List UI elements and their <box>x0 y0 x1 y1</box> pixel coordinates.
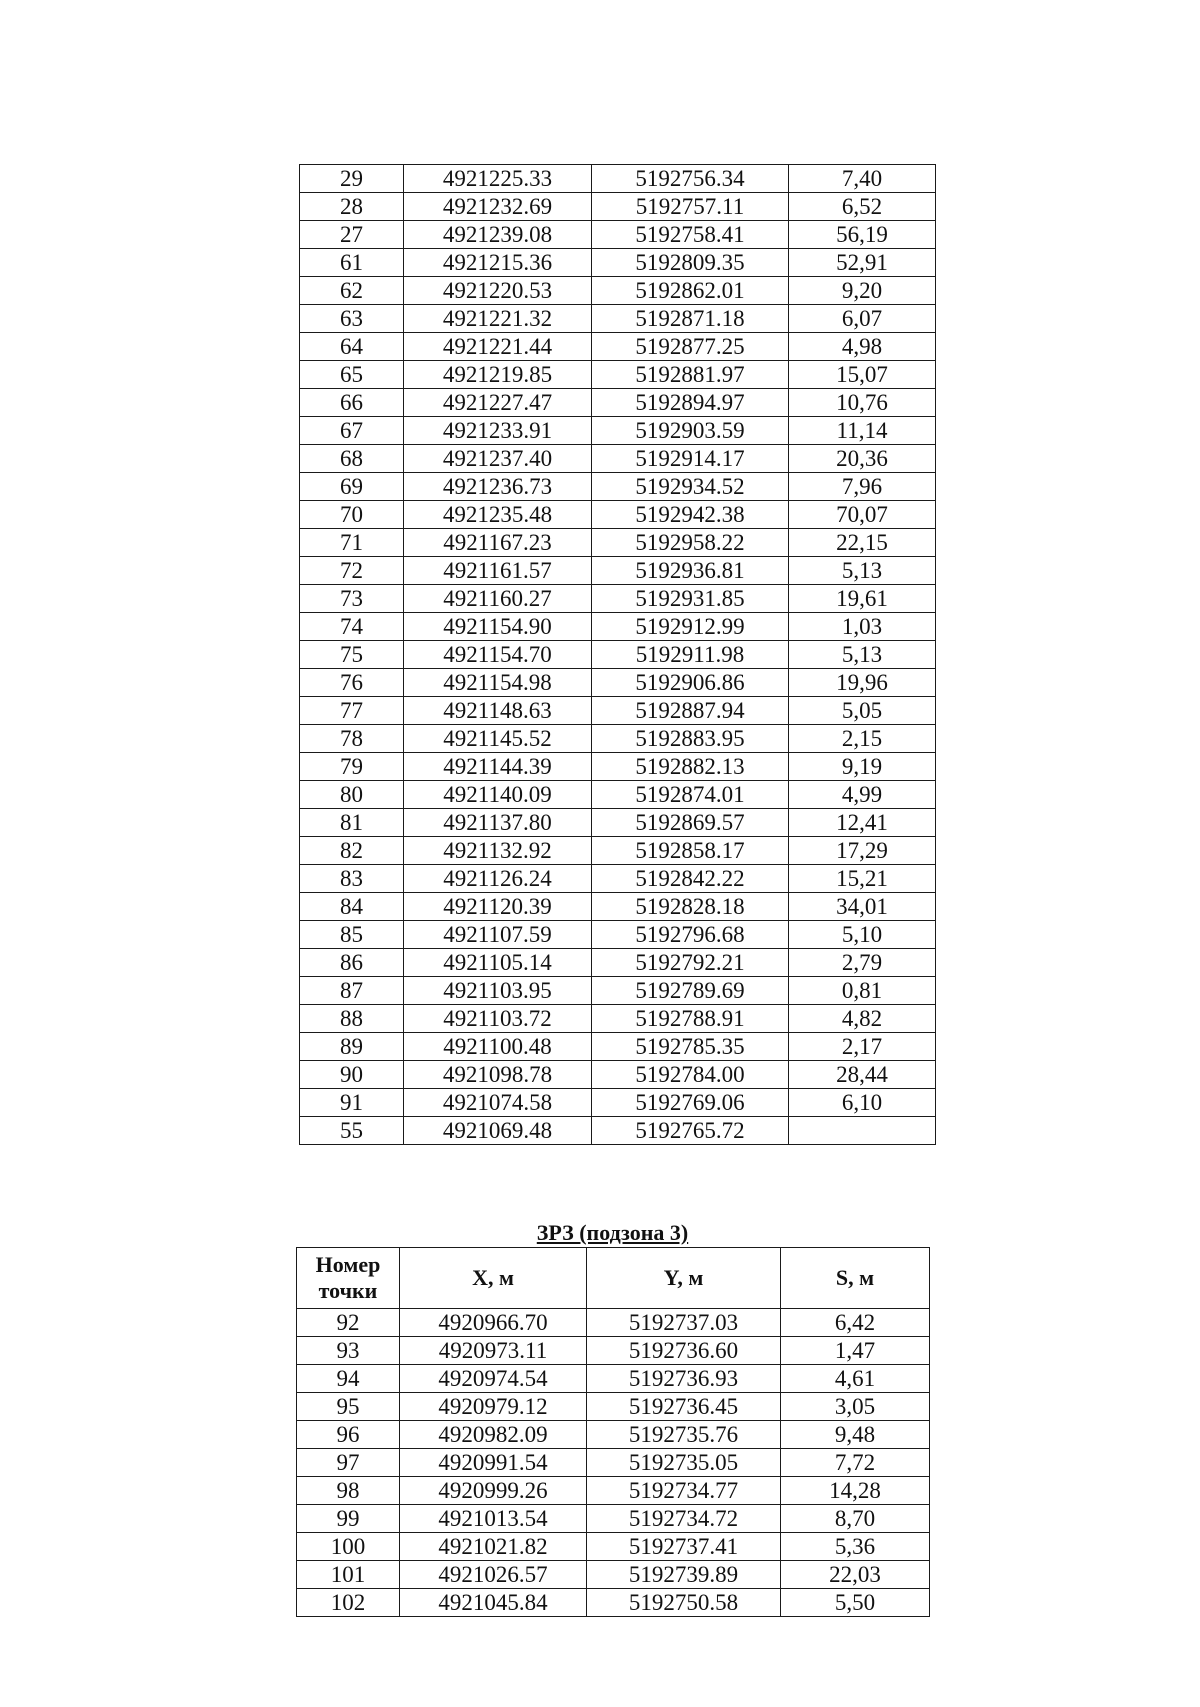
point-number-cell: 98 <box>297 1477 400 1505</box>
point-number-cell: 90 <box>300 1061 404 1089</box>
point-number-cell: 97 <box>297 1449 400 1477</box>
y-coordinate-cell: 5192934.52 <box>592 473 789 501</box>
distance-cell: 2,15 <box>789 725 936 753</box>
y-coordinate-cell: 5192792.21 <box>592 949 789 977</box>
point-number-cell: 65 <box>300 361 404 389</box>
distance-cell: 1,47 <box>781 1337 930 1365</box>
table-row <box>297 1365 930 1393</box>
x-coordinate-cell: 4921103.72 <box>404 1005 592 1033</box>
point-number-cell: 66 <box>300 389 404 417</box>
point-number-cell: 84 <box>300 893 404 921</box>
y-coordinate-cell: 5192758.41 <box>592 221 789 249</box>
y-coordinate-cell: 5192882.13 <box>592 753 789 781</box>
x-coordinate-cell: 4921236.73 <box>404 473 592 501</box>
y-coordinate-cell: 5192736.60 <box>587 1337 781 1365</box>
point-number-cell: 93 <box>297 1337 400 1365</box>
distance-cell: 15,21 <box>789 865 936 893</box>
y-coordinate-cell: 5192769.06 <box>592 1089 789 1117</box>
point-number-cell: 61 <box>300 249 404 277</box>
point-number-cell: 82 <box>300 837 404 865</box>
distance-cell: 6,07 <box>789 305 936 333</box>
distance-cell: 2,17 <box>789 1033 936 1061</box>
table-row <box>297 1561 930 1589</box>
distance-cell: 4,82 <box>789 1005 936 1033</box>
x-coordinate-cell: 4920973.11 <box>400 1337 587 1365</box>
distance-cell: 1,03 <box>789 613 936 641</box>
distance-cell: 5,36 <box>781 1533 930 1561</box>
point-number-cell: 87 <box>300 977 404 1005</box>
x-coordinate-cell: 4921239.08 <box>404 221 592 249</box>
x-coordinate-cell: 4920991.54 <box>400 1449 587 1477</box>
x-coordinate-cell: 4921126.24 <box>404 865 592 893</box>
distance-cell: 52,91 <box>789 249 936 277</box>
y-coordinate-cell: 5192756.34 <box>592 165 789 193</box>
point-number-cell: 79 <box>300 753 404 781</box>
table-row <box>297 1309 930 1337</box>
x-coordinate-cell: 4921132.92 <box>404 837 592 865</box>
distance-cell: 22,15 <box>789 529 936 557</box>
distance-cell: 2,79 <box>789 949 936 977</box>
y-coordinate-cell: 5192887.94 <box>592 697 789 725</box>
y-coordinate-cell: 5192784.00 <box>592 1061 789 1089</box>
table-row <box>300 697 936 725</box>
y-coordinate-cell: 5192883.95 <box>592 725 789 753</box>
x-coordinate-cell: 4921144.39 <box>404 753 592 781</box>
x-coordinate-cell: 4921227.47 <box>404 389 592 417</box>
subzone-3-title: ЗРЗ (подзона 3) <box>536 1220 689 1245</box>
y-coordinate-cell: 5192912.99 <box>592 613 789 641</box>
y-coordinate-cell: 5192765.72 <box>592 1117 789 1145</box>
distance-cell: 6,42 <box>781 1309 930 1337</box>
y-coordinate-cell: 5192958.22 <box>592 529 789 557</box>
table-row <box>300 753 936 781</box>
header-point-number: Номер точки <box>297 1248 400 1309</box>
table-row <box>300 641 936 669</box>
point-number-cell: 99 <box>297 1505 400 1533</box>
table-row <box>300 249 936 277</box>
table-row <box>300 305 936 333</box>
x-coordinate-cell: 4921154.70 <box>404 641 592 669</box>
x-coordinate-cell: 4921154.90 <box>404 613 592 641</box>
table-row <box>300 921 936 949</box>
table-row <box>297 1337 930 1365</box>
y-coordinate-cell: 5192737.41 <box>587 1533 781 1561</box>
table-row <box>300 473 936 501</box>
point-number-cell: 64 <box>300 333 404 361</box>
distance-cell: 9,19 <box>789 753 936 781</box>
subzone-3-coordinates-table <box>296 1247 930 1617</box>
y-coordinate-cell: 5192877.25 <box>592 333 789 361</box>
point-number-cell: 100 <box>297 1533 400 1561</box>
table-row <box>300 1033 936 1061</box>
y-coordinate-cell: 5192757.11 <box>592 193 789 221</box>
header-s: S, м <box>781 1248 930 1309</box>
header-y: Y, м <box>587 1248 781 1309</box>
point-number-cell: 68 <box>300 445 404 473</box>
table-row <box>300 1117 936 1145</box>
x-coordinate-cell: 4920966.70 <box>400 1309 587 1337</box>
point-number-cell: 27 <box>300 221 404 249</box>
y-coordinate-cell: 5192735.05 <box>587 1449 781 1477</box>
point-number-cell: 77 <box>300 697 404 725</box>
coordinates-table-continued <box>299 164 936 1145</box>
y-coordinate-cell: 5192739.89 <box>587 1561 781 1589</box>
table-row <box>300 725 936 753</box>
table-row <box>300 417 936 445</box>
distance-cell: 7,96 <box>789 473 936 501</box>
point-number-cell: 80 <box>300 781 404 809</box>
y-coordinate-cell: 5192936.81 <box>592 557 789 585</box>
y-coordinate-cell: 5192903.59 <box>592 417 789 445</box>
table-row <box>300 1005 936 1033</box>
x-coordinate-cell: 4921160.27 <box>404 585 592 613</box>
distance-cell: 4,98 <box>789 333 936 361</box>
distance-cell: 8,70 <box>781 1505 930 1533</box>
table-row <box>297 1421 930 1449</box>
y-coordinate-cell: 5192914.17 <box>592 445 789 473</box>
point-number-cell: 86 <box>300 949 404 977</box>
x-coordinate-cell: 4920979.12 <box>400 1393 587 1421</box>
point-number-cell: 72 <box>300 557 404 585</box>
distance-cell: 19,61 <box>789 585 936 613</box>
point-number-cell: 67 <box>300 417 404 445</box>
table-row <box>300 977 936 1005</box>
table-row <box>300 557 936 585</box>
table-row <box>300 333 936 361</box>
distance-cell: 15,07 <box>789 361 936 389</box>
x-coordinate-cell: 4921120.39 <box>404 893 592 921</box>
distance-cell: 10,76 <box>789 389 936 417</box>
x-coordinate-cell: 4921219.85 <box>404 361 592 389</box>
y-coordinate-cell: 5192828.18 <box>592 893 789 921</box>
point-number-cell: 89 <box>300 1033 404 1061</box>
point-number-cell: 29 <box>300 165 404 193</box>
x-coordinate-cell: 4921140.09 <box>404 781 592 809</box>
coordinates-table-body <box>300 165 936 1145</box>
table-row <box>300 361 936 389</box>
table-header-row <box>297 1248 930 1309</box>
y-coordinate-cell: 5192789.69 <box>592 977 789 1005</box>
table-row <box>300 221 936 249</box>
distance-cell: 14,28 <box>781 1477 930 1505</box>
y-coordinate-cell: 5192894.97 <box>592 389 789 417</box>
subzone-3-table-body <box>297 1309 930 1617</box>
x-coordinate-cell: 4921235.48 <box>404 501 592 529</box>
table-row <box>297 1477 930 1505</box>
distance-cell: 3,05 <box>781 1393 930 1421</box>
table-row <box>297 1505 930 1533</box>
x-coordinate-cell: 4921221.32 <box>404 305 592 333</box>
y-coordinate-cell: 5192788.91 <box>592 1005 789 1033</box>
distance-cell: 5,10 <box>789 921 936 949</box>
distance-cell: 5,05 <box>789 697 936 725</box>
x-coordinate-cell: 4921100.48 <box>404 1033 592 1061</box>
table-row <box>300 445 936 473</box>
x-coordinate-cell: 4920974.54 <box>400 1365 587 1393</box>
distance-cell: 11,14 <box>789 417 936 445</box>
y-coordinate-cell: 5192874.01 <box>592 781 789 809</box>
point-number-cell: 101 <box>297 1561 400 1589</box>
x-coordinate-cell: 4921069.48 <box>404 1117 592 1145</box>
distance-cell: 70,07 <box>789 501 936 529</box>
y-coordinate-cell: 5192942.38 <box>592 501 789 529</box>
distance-cell: 5,13 <box>789 641 936 669</box>
table-row <box>297 1533 930 1561</box>
y-coordinate-cell: 5192862.01 <box>592 277 789 305</box>
y-coordinate-cell: 5192750.58 <box>587 1589 781 1617</box>
table-row <box>300 165 936 193</box>
point-number-cell: 73 <box>300 585 404 613</box>
x-coordinate-cell: 4921233.91 <box>404 417 592 445</box>
distance-cell: 20,36 <box>789 445 936 473</box>
x-coordinate-cell: 4921225.33 <box>404 165 592 193</box>
table-row <box>297 1449 930 1477</box>
x-coordinate-cell: 4921137.80 <box>404 809 592 837</box>
x-coordinate-cell: 4920999.26 <box>400 1477 587 1505</box>
point-number-cell: 96 <box>297 1421 400 1449</box>
point-number-cell: 92 <box>297 1309 400 1337</box>
distance-cell: 5,13 <box>789 557 936 585</box>
x-coordinate-cell: 4921013.54 <box>400 1505 587 1533</box>
point-number-cell: 85 <box>300 921 404 949</box>
distance-cell: 22,03 <box>781 1561 930 1589</box>
point-number-cell: 62 <box>300 277 404 305</box>
point-number-cell: 88 <box>300 1005 404 1033</box>
table-row <box>297 1393 930 1421</box>
y-coordinate-cell: 5192871.18 <box>592 305 789 333</box>
table-row <box>297 1589 930 1617</box>
y-coordinate-cell: 5192737.03 <box>587 1309 781 1337</box>
y-coordinate-cell: 5192858.17 <box>592 837 789 865</box>
distance-cell: 9,20 <box>789 277 936 305</box>
distance-cell: 4,99 <box>789 781 936 809</box>
x-coordinate-cell: 4921103.95 <box>404 977 592 1005</box>
header-x: X, м <box>400 1248 587 1309</box>
point-number-cell: 74 <box>300 613 404 641</box>
distance-cell: 19,96 <box>789 669 936 697</box>
distance-cell <box>789 1117 936 1145</box>
point-number-cell: 70 <box>300 501 404 529</box>
point-number-cell: 78 <box>300 725 404 753</box>
x-coordinate-cell: 4920982.09 <box>400 1421 587 1449</box>
x-coordinate-cell: 4921145.52 <box>404 725 592 753</box>
table-row <box>300 529 936 557</box>
y-coordinate-cell: 5192796.68 <box>592 921 789 949</box>
point-number-cell: 91 <box>300 1089 404 1117</box>
table-row <box>300 837 936 865</box>
y-coordinate-cell: 5192906.86 <box>592 669 789 697</box>
y-coordinate-cell: 5192869.57 <box>592 809 789 837</box>
y-coordinate-cell: 5192734.77 <box>587 1477 781 1505</box>
table-row <box>300 585 936 613</box>
distance-cell: 9,48 <box>781 1421 930 1449</box>
x-coordinate-cell: 4921232.69 <box>404 193 592 221</box>
distance-cell: 28,44 <box>789 1061 936 1089</box>
table-row <box>300 193 936 221</box>
x-coordinate-cell: 4921026.57 <box>400 1561 587 1589</box>
x-coordinate-cell: 4921098.78 <box>404 1061 592 1089</box>
table-row <box>300 501 936 529</box>
x-coordinate-cell: 4921221.44 <box>404 333 592 361</box>
distance-cell: 0,81 <box>789 977 936 1005</box>
y-coordinate-cell: 5192809.35 <box>592 249 789 277</box>
point-number-cell: 28 <box>300 193 404 221</box>
x-coordinate-cell: 4921107.59 <box>404 921 592 949</box>
y-coordinate-cell: 5192931.85 <box>592 585 789 613</box>
x-coordinate-cell: 4921220.53 <box>404 277 592 305</box>
table-row <box>300 781 936 809</box>
point-number-cell: 95 <box>297 1393 400 1421</box>
table-row <box>300 949 936 977</box>
table-row <box>300 1061 936 1089</box>
table-row <box>300 809 936 837</box>
distance-cell: 4,61 <box>781 1365 930 1393</box>
point-number-cell: 102 <box>297 1589 400 1617</box>
point-number-cell: 83 <box>300 865 404 893</box>
x-coordinate-cell: 4921215.36 <box>404 249 592 277</box>
table-row <box>300 669 936 697</box>
y-coordinate-cell: 5192736.45 <box>587 1393 781 1421</box>
table-row <box>300 865 936 893</box>
distance-cell: 7,40 <box>789 165 936 193</box>
table-row <box>300 1089 936 1117</box>
point-number-cell: 94 <box>297 1365 400 1393</box>
x-coordinate-cell: 4921167.23 <box>404 529 592 557</box>
x-coordinate-cell: 4921161.57 <box>404 557 592 585</box>
distance-cell: 56,19 <box>789 221 936 249</box>
distance-cell: 6,52 <box>789 193 936 221</box>
point-number-cell: 71 <box>300 529 404 557</box>
point-number-cell: 81 <box>300 809 404 837</box>
table-row <box>300 389 936 417</box>
table-row <box>300 893 936 921</box>
x-coordinate-cell: 4921237.40 <box>404 445 592 473</box>
y-coordinate-cell: 5192736.93 <box>587 1365 781 1393</box>
distance-cell: 12,41 <box>789 809 936 837</box>
point-number-cell: 69 <box>300 473 404 501</box>
point-number-cell: 75 <box>300 641 404 669</box>
y-coordinate-cell: 5192785.35 <box>592 1033 789 1061</box>
x-coordinate-cell: 4921074.58 <box>404 1089 592 1117</box>
y-coordinate-cell: 5192734.72 <box>587 1505 781 1533</box>
distance-cell: 17,29 <box>789 837 936 865</box>
y-coordinate-cell: 5192911.98 <box>592 641 789 669</box>
x-coordinate-cell: 4921154.98 <box>404 669 592 697</box>
y-coordinate-cell: 5192842.22 <box>592 865 789 893</box>
x-coordinate-cell: 4921021.82 <box>400 1533 587 1561</box>
y-coordinate-cell: 5192881.97 <box>592 361 789 389</box>
distance-cell: 6,10 <box>789 1089 936 1117</box>
distance-cell: 5,50 <box>781 1589 930 1617</box>
x-coordinate-cell: 4921105.14 <box>404 949 592 977</box>
distance-cell: 34,01 <box>789 893 936 921</box>
point-number-cell: 63 <box>300 305 404 333</box>
table-row <box>300 613 936 641</box>
y-coordinate-cell: 5192735.76 <box>587 1421 781 1449</box>
distance-cell: 7,72 <box>781 1449 930 1477</box>
point-number-cell: 55 <box>300 1117 404 1145</box>
table-row <box>300 277 936 305</box>
x-coordinate-cell: 4921045.84 <box>400 1589 587 1617</box>
x-coordinate-cell: 4921148.63 <box>404 697 592 725</box>
point-number-cell: 76 <box>300 669 404 697</box>
